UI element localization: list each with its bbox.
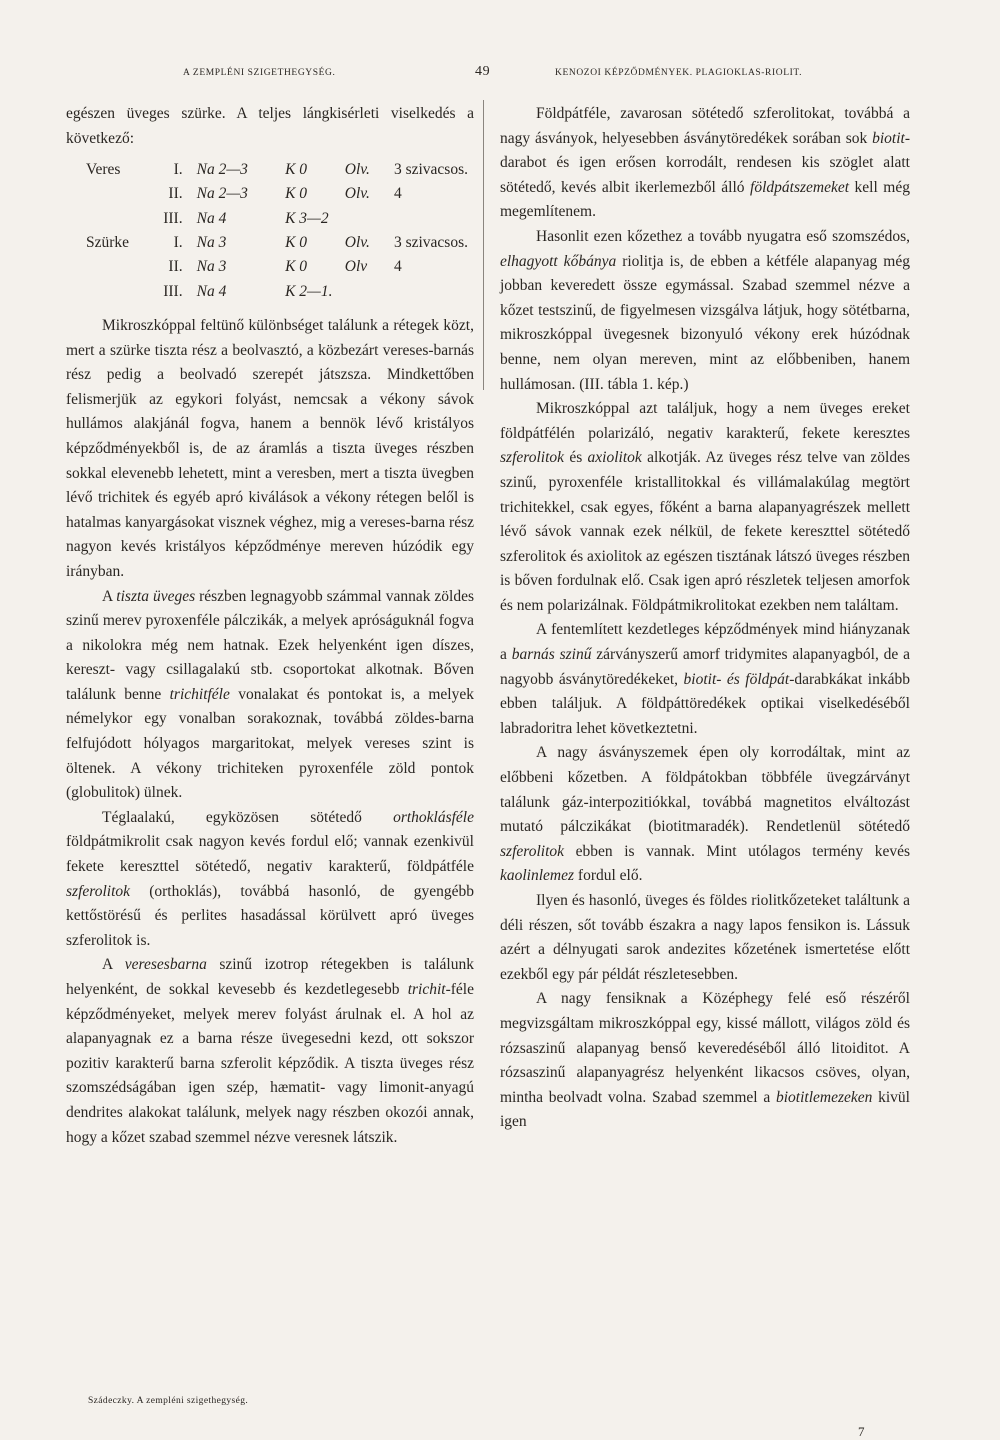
term: biotit [872, 129, 905, 147]
flame-table-cell: K 0 [285, 161, 308, 179]
flame-table-cell [345, 280, 394, 304]
flame-table-cell: 4 [393, 185, 402, 203]
flame-table-cell: Na 2—3 [196, 185, 248, 203]
term: biotitlemezeken [775, 1088, 873, 1106]
flame-table-cell: II. [168, 185, 183, 203]
flame-table-row [86, 231, 474, 255]
flame-table-cell: Olv. [344, 234, 370, 252]
flame-table-cell: Na 2—3 [196, 161, 248, 179]
signature-mark: 7 [858, 1424, 865, 1439]
flame-table-cell [345, 207, 394, 231]
paragraph: A veresesbarna szinű izotrop rétegekben is találunk helyenként, de sokkal kevesebb és kezdetlegesebb trichit-féle képződményeket, melyek merev folyást árulnak el. A hol az alapanyagnak ez a barna része üvegesedni kezd, ott sokszor pozitiv karakterű barna szferolit képződik. A tiszta üveges rész szomszédságában igen szép, hæmatit- vagy limonit-anyagú dendrites alakokat találunk, melyek nagy részben okozói annak, hogy a kőzet szabad szemmel nézve veresnek látszik. [66, 956, 474, 1146]
term: szferolitok [500, 449, 565, 467]
flame-table-row [86, 182, 474, 206]
flame-table-cell [86, 280, 147, 304]
intro-paragraph: egészen üveges szürke. A teljes lángkisérleti viselkedés a következő: [66, 105, 474, 147]
term: földpátszemeket [750, 178, 850, 196]
flame-table-cell: Na 3 [196, 234, 227, 252]
flame-table-cell: Veres [86, 161, 121, 179]
flame-table-cell: K 2—1. [285, 282, 333, 300]
flame-table-cell: K 0 [285, 234, 308, 252]
flame-table-row [86, 207, 474, 231]
flame-table-cell [86, 207, 147, 231]
flame-table-cell: 3 szivacsos. [393, 161, 468, 179]
paragraph: A nagy fensiknak a Középhegy felé eső részéről megvizsgáltam mikroszkóppal egy, kissé mállott, világos zöld és rózsaszinű alapanyag benső keveredéséből álló litoiditot. A rózsaszinű alapanyagrész helyenként likacsos csöves, olyan, mintha beolvadt volna. Szabad szemmel a biotitlemezeken kivül igen [500, 990, 910, 1131]
term: axiolitok [587, 449, 642, 467]
paragraph: Ilyen és hasonló, üveges és földes riolitkőzeteket találtunk a déli részen, sőt tovább északra a nagy lapos fensikon is. Lássuk azért a délnyugati sarok andezites kőzetének ismertetése előtt ezekből egy pár példát részletesebben. [500, 892, 910, 983]
flame-table-cell: Szürke [86, 234, 130, 252]
flame-table-cell: III. [163, 209, 183, 227]
paragraph: Mikroszkóppal feltünő különbséget találunk a rétegek közt, mert a szürke tiszta rész a beolvasztó, a közbezárt vereses-barnás rész pedig a beolvadó szerepét játszsza. Mindkettőben felismerjük az egykori folyást, nemcsak a vékony sávok hullámos alakjánál fogva, hanem a bennök lévő kristályos képződményekből is, de az áramlás a tiszta üveges részben sokkal elevenebb lehetett, mint a veresben, mert a tiszta üvegben lévő trichitek és egyéb apró kiválások a vékony rétegen belől is hatalmas kanyargásokat visznek véghez, mig a vereses-barna rész nagyon kevés kristályos képződménye mereven húzódik egy irányban. [66, 316, 474, 580]
flame-table-cell: II. [168, 258, 183, 276]
flame-table-cell: I. [173, 234, 183, 252]
term: barnás szinű [511, 646, 592, 664]
term: trichitféle [169, 685, 230, 703]
flame-table-cell: K 3—2 [285, 209, 329, 227]
term: szferolitok [66, 882, 131, 900]
term: orthoklásféle [393, 808, 474, 826]
flame-table-cell: III. [163, 282, 183, 300]
term: kaolinlemez [500, 867, 575, 885]
term: szferolitok [500, 842, 565, 860]
flame-table-cell: 4 [393, 258, 402, 276]
flame-table-cell: K 0 [285, 185, 308, 203]
flame-table-cell [86, 182, 147, 206]
flame-table-cell [86, 255, 147, 279]
flame-table-cell: Na 4 [196, 282, 227, 300]
running-head-right: KENOZOI KÉPZŐDMÉNYEK. PLAGIOKLAS-RIOLIT. [555, 68, 803, 78]
flame-test-table [86, 158, 474, 304]
right-column [500, 102, 910, 1135]
paragraph: A fentemlített kezdetleges képződmények mind hiányzanak a barnás szinű zárványszerű amorf tridymites alapanyagból, de a nagyobb ásványtöredékeket, biotit- és földpát-darabkákat inkább ebben találjuk. A földpáttöredékek optikai viselkedéséből labradoritra lehet következtetni. [500, 621, 911, 737]
flame-table-cell: Olv [344, 258, 368, 276]
left-column [66, 102, 474, 1150]
flame-table-cell: Olv. [344, 185, 370, 203]
page-number: 49 [475, 64, 491, 79]
flame-table-cell [394, 207, 474, 231]
flame-table-cell: 3 szivacsos. [393, 234, 468, 252]
paragraph: Mikroszkóppal azt találjuk, hogy a nem üveges ereket földpátfélén polarizáló, negativ karakterű, fekete keresztes szferolitok és axiolitok alkotják. Az üveges rész telve van zöldes szinű, pyroxenféle kristallitokkal és villámalakúlag megtört trichitekkel, csak egyes, főként a barna alapanyagrészek mellett lévő sávok vannak ezek nélkül, de fekete kereszttel sötétedő szferolitok és axiolitok az egészen tisztának látszó üveges részben is bőven fordulnak elő. Csak igen apró részletek teljesen amorfok és nem polarizálnak. Földpátmikrolitokat ezekben nem találtam. [500, 400, 910, 614]
footer-author: Szádeczky. A zempléni szigethegység. [88, 1396, 249, 1406]
running-head-left: A ZEMPLÉNI SZIGETHEGYSÉG. [183, 68, 336, 78]
flame-table-row [86, 158, 474, 182]
flame-table-cell [394, 280, 474, 304]
term: biotit- és földpát [683, 670, 790, 688]
paragraph: A tiszta üveges részben legnagyobb számmal vannak zöldes szinű merev pyroxenféle pálczikák, a melyek apróságuknál fogva a nikolokra még nem hatnak. Ezek helyenként igen díszes, kereszt- vagy csillagalakú stb. csoportokat alkotnak. Bőven találunk benne trichitféle vonalakat és pontokat is, a melyek némelykor egy vonalban sorakoznak, továbbá zöldes-barna felfujódott hólyagos margaritokat, melyek vereses szint is öltenek. A vékony trichiteken pyroxenféle zöld pontok (globulitok) ülnek. [66, 587, 474, 802]
flame-table-cell: I. [173, 161, 183, 179]
paragraph: A nagy ásványszemek épen oly korrodáltak, mint az előbbeni kőzetben. A földpátokban többféle üvegzárványt találunk gáz-interpozitiókkal, továbbá magnetitos elváltozást mutató pálczikákat (biotitmaradék). Rendetlenül sötétedő szferolitok ebben is vannak. Mint utólagos termény kevés kaolinlemez fordul elő. [500, 744, 910, 885]
paragraph: Hasonlit ezen kőzethez a tovább nyugatra eső szomszédos, elhagyott kőbánya riolitja is, de ebben a kétféle alapanyag még jobban keveredett össze egymással. Szabad szemmel nézve a kőzet testszinű, de figyelmesen vizsgálva látjuk, hogy sötétbarna, mikroszkóppal üvegesnek bizonyuló vékony erek húzódnak benne, nem olyan mereven, mint az előbbeniben, hanem hullámosan. (III. tábla 1. kép.) [500, 227, 910, 393]
column-divider [483, 100, 484, 390]
term: veresesbarna [124, 956, 207, 974]
flame-table-cell: Na 4 [196, 209, 227, 227]
term: tiszta üveges [116, 587, 196, 605]
flame-table-row [86, 280, 474, 304]
term: elhagyott kőbánya [500, 252, 617, 270]
paragraph: Téglaalakú, egyközösen sötétedő orthoklásféle földpátmikrolit csak nagyon kevés fordul elő; vannak ezenkivül fekete kereszttel sötétedő, negativ karakterű, földpátféle szferolitok (orthoklás), továbbá hasonló, de gyengébb kettőstörésű és perlites hasadással körülvett apró üveges szferolitok is. [66, 808, 474, 949]
flame-table-cell: Na 3 [196, 258, 227, 276]
flame-table-row [86, 255, 474, 279]
term: trichit [407, 981, 446, 998]
flame-table-cell: K 0 [285, 258, 308, 276]
flame-table-cell: Olv. [344, 161, 370, 179]
paragraph: Földpátféle, zavarosan sötétedő szferolitokat, továbbá a nagy ásványok, helyesebben ásványtöredékek sorában sok biotit-darabot és igen erősen korrodált, rendesen kis szöglet alatt sötétedő, kevés albit ikerlemezből álló földpátszemeket kell még megemlítenem. [500, 105, 910, 221]
